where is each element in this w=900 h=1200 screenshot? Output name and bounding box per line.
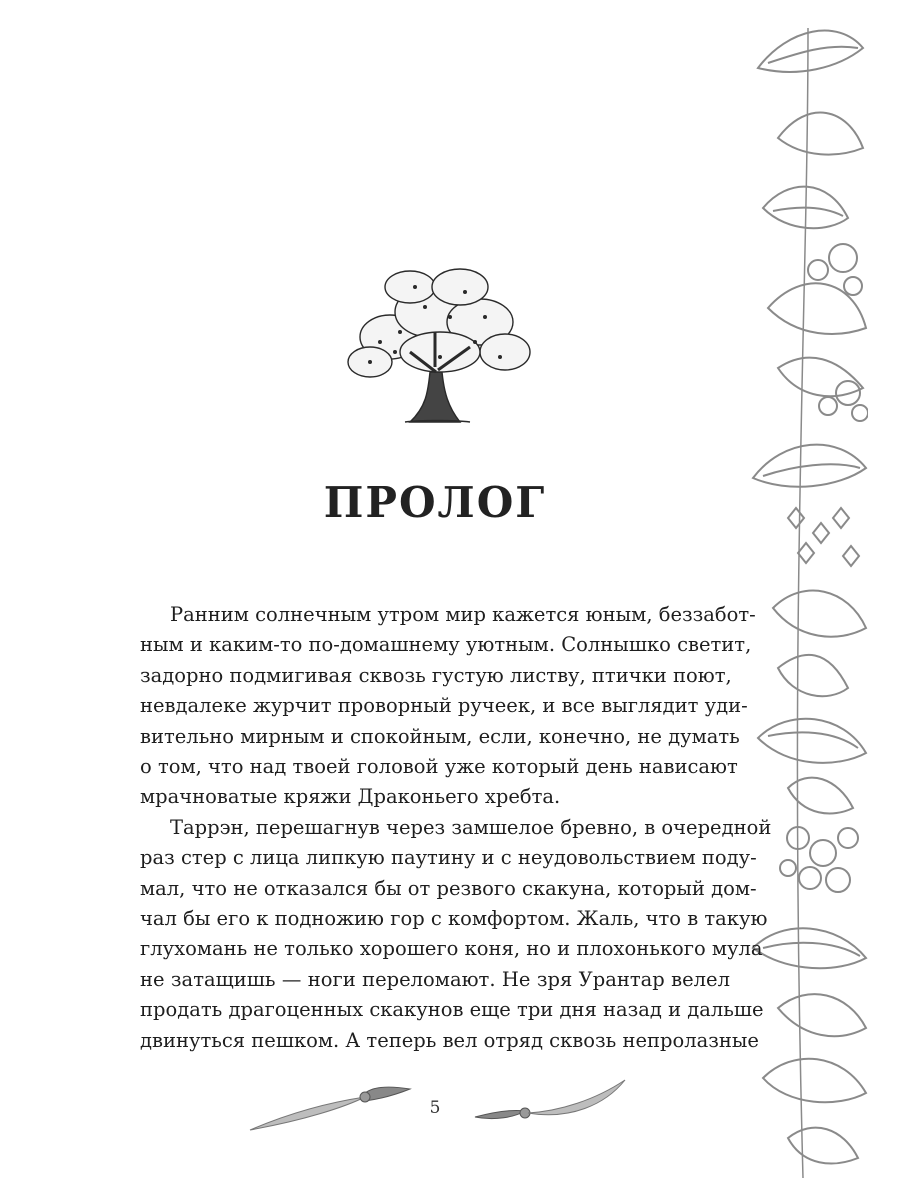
text-line: ным и каким-то по-домашнему уютным. Солнышко светит, [140, 633, 752, 657]
dagger-ornament-right-icon [470, 1075, 630, 1135]
text-line: продать драгоценных скакунов еще три дня назад и дальше [140, 998, 764, 1022]
dagger-ornament-left-icon [245, 1075, 415, 1135]
page-number: 5 [429, 1098, 441, 1118]
tree-illustration [340, 262, 535, 437]
text-line: Таррэн, перешагнув через замшелое бревно, в очередной [170, 815, 772, 839]
text-line: раз стер с лица липкую паутину и с неудовольствием поду- [140, 846, 757, 870]
text-line: мал, что не отказался бы от резвого скакуна, который дом- [140, 876, 757, 900]
paragraph [140, 813, 772, 1056]
text-line: невдалеке журчит проворный ручеек, и все выглядит уди- [140, 694, 748, 718]
text-line: чал бы его к подножию гор с комфортом. Жаль, что в такую [140, 907, 768, 931]
text-line: Ранним солнечным утром мир кажется юным, беззабот- [170, 603, 756, 626]
text-line: задорно подмигивая сквозь густую листву, птички поют, [140, 663, 732, 687]
text-line: вительно мирным и спокойным, если, конечно, не думать [140, 724, 740, 748]
paragraph [140, 600, 756, 813]
text-line: двинуться пешком. А теперь вел отряд сквозь непролазные [140, 1028, 759, 1052]
floral-border-ornament [748, 8, 868, 1188]
text-line: не затащишь — ноги переломают. Не зря Урантар велел [140, 967, 730, 991]
text-line: о том, что над твоей головой уже который день нависают [140, 755, 738, 779]
text-line: глухомань не только хорошего коня, но и плохонького мула [140, 937, 763, 961]
body-text [140, 600, 772, 1056]
chapter-title: ПРОЛОГ [323, 478, 547, 527]
text-line: мрачноватые кряжи Драконьего хребта. [140, 785, 561, 809]
